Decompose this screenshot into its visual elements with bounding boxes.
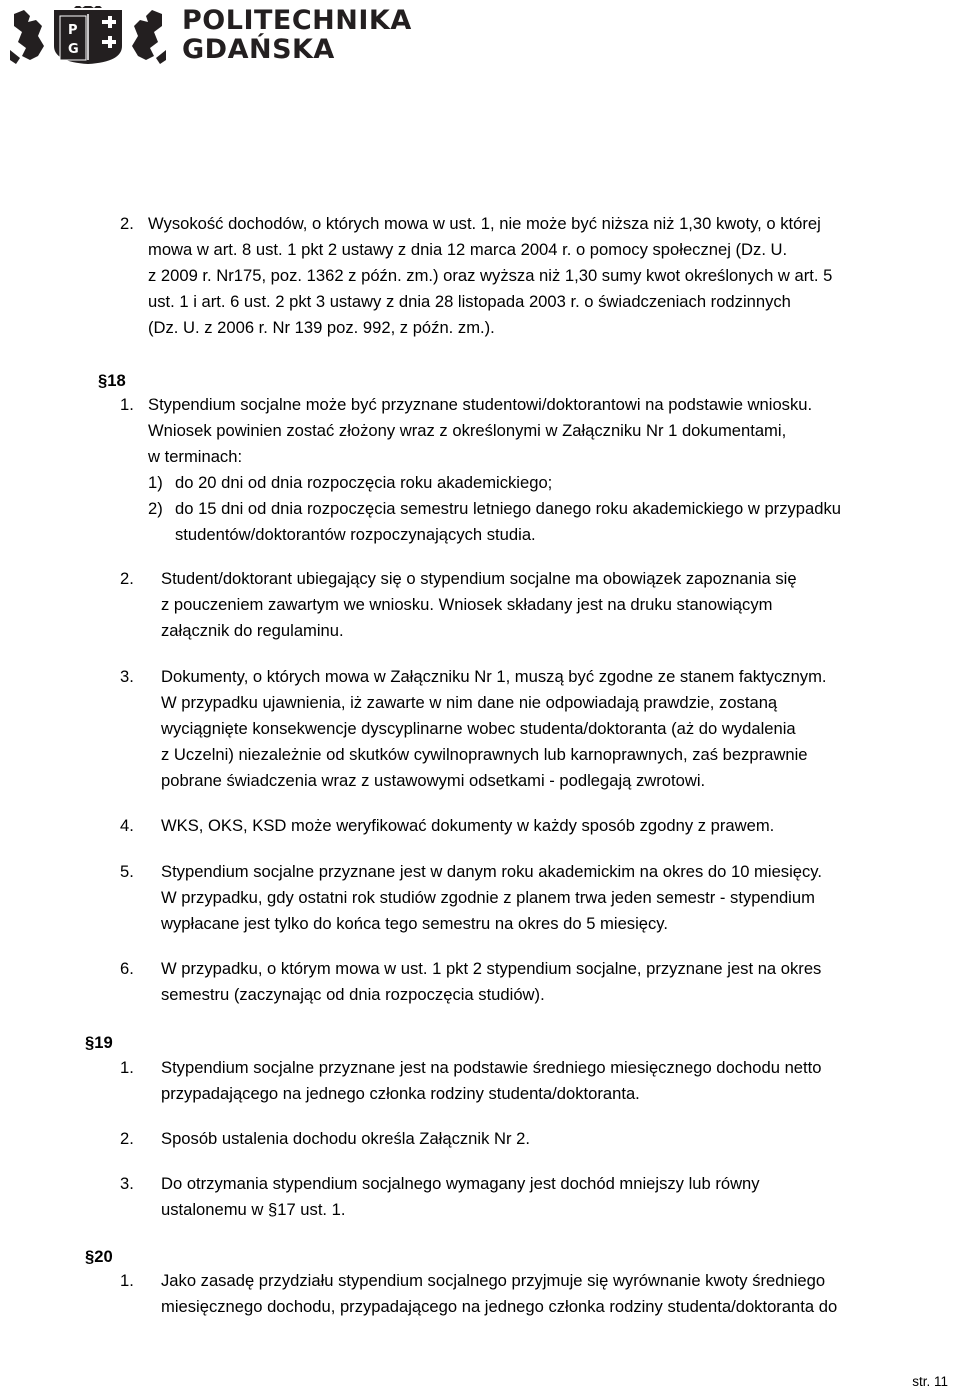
text-line: Wysokość dochodów, o których mowa w ust. 1, nie może być niższa niż 1,30 kwoty, o której (148, 214, 821, 233)
crest-letter-p: P (68, 23, 78, 38)
sub-item-2: 2) do 15 dni od dnia rozpoczęcia semestru letniego danego roku akademickiego w przypadku (148, 499, 842, 518)
item-number: 1. (120, 1271, 134, 1290)
text-line: miesięcznego dochodu, przypadającego na jednego członka rodziny studenta/doktoranta do (161, 1297, 838, 1316)
text-line: semestru (zaczynając od dnia rozpoczęcia studiów). (161, 985, 545, 1004)
text-line: Stypendium socjalne może być przyznane studentowi/doktorantowi na podstawie wniosku. (148, 395, 813, 414)
crest-icon (8, 6, 168, 66)
text-line: ustalonemu w §17 ust. 1. (161, 1200, 346, 1219)
text-line: mowa w art. 8 ust. 1 pkt 2 ustawy z dnia 12 marca 2004 r. o pomocy społecznej (Dz. U. (148, 240, 788, 259)
text-line: W przypadku, o którym mowa w ust. 1 pkt 2 stypendium socjalne, przyznane jest na okres (161, 959, 822, 978)
item-number: 4. (120, 816, 134, 835)
brand-line-2: GDAŃSKA (182, 34, 335, 65)
brand-line-1: POLITECHNIKA (182, 5, 412, 36)
item-number: 3. (120, 667, 134, 686)
text-line: załącznik do regulaminu. (161, 621, 344, 640)
text-line: W przypadku, gdy ostatni rok studiów zgodnie z planem trwa jeden semestr - stypendium (161, 888, 815, 907)
text-line: ust. 1 i art. 6 ust. 2 pkt 3 ustawy z dnia 28 listopada 2003 r. o świadczeniach rodzinnych (148, 292, 791, 311)
item-number: 6. (120, 959, 134, 978)
text-line: przypadającego na jednego członka rodziny studenta/doktoranta. (161, 1084, 640, 1103)
section-20-heading: §20 (85, 1247, 113, 1266)
item-number: 2. (120, 214, 134, 233)
item-number: 1. (120, 395, 134, 414)
text-line: wyciągnięte konsekwencje dyscyplinarne wobec studenta/doktoranta (aż do wydalenia (161, 719, 796, 738)
text-line: Sposób ustalenia dochodu określa Załącznik Nr 2. (161, 1129, 530, 1148)
text-line: Dokumenty, o których mowa w Załączniku Nr 1, muszą być zgodne ze stanem faktycznym. (161, 667, 827, 686)
text-line: z Uczelni) niezależnie od skutków cywilnoprawnych lub karnoprawnych, zaś bezprawnie (161, 745, 808, 764)
text-line: z pouczeniem zawartym we wniosku. Wniosek składany jest na druku stanowiącym (161, 595, 773, 614)
text-line: Do otrzymania stypendium socjalnego wymagany jest dochód mniejszy lub równy (161, 1174, 760, 1193)
text-line: w terminach: (148, 447, 243, 466)
section-19-heading: §19 (85, 1033, 113, 1052)
brand-name (182, 7, 412, 65)
section-18-heading: §18 (98, 371, 126, 390)
text-line: Jako zasadę przydziału stypendium socjalnego przyjmuje się wyrównanie kwoty średniego (161, 1271, 826, 1290)
text-line: WKS, OKS, KSD może weryfikować dokumenty w każdy sposób zgodny z prawem. (161, 816, 775, 835)
text-line: pobrane świadczenia wraz z ustawowymi odsetkami - podlegają zwrotowi. (161, 771, 706, 790)
text-line: Stypendium socjalne przyznane jest w danym roku akademickim na okres do 10 miesięcy. (161, 862, 822, 881)
item-number: 2. (120, 1129, 134, 1148)
text-line: Student/doktorant ubiegający się o stypendium socjalne ma obowiązek zapoznania się (161, 569, 797, 588)
item-number: 5. (120, 862, 134, 881)
text-line: studentów/doktorantów rozpoczynających studia. (175, 525, 536, 544)
university-logo (8, 6, 412, 66)
text-line: (Dz. U. z 2006 r. Nr 139 poz. 992, z późn. zm.). (148, 318, 495, 337)
text-line: Wniosek powinien zostać złożony wraz z określonymi w Załączniku Nr 1 dokumentami, (148, 421, 787, 440)
item-number: 1. (120, 1058, 134, 1077)
crest-letter-g: G (68, 42, 79, 57)
page-number: str. 11 (912, 1374, 948, 1389)
text-line: W przypadku ujawnienia, iż zawarte w nim dane nie odpowiadają prawdzie, zostaną (161, 693, 778, 712)
item-number: 2. (120, 569, 134, 588)
sub-item-1: 1) do 20 dni od dnia rozpoczęcia roku akademickiego; (148, 473, 553, 492)
text-line: Stypendium socjalne przyznane jest na podstawie średniego miesięcznego dochodu netto (161, 1058, 822, 1077)
text-line: wypłacane jest tylko do końca tego semestru na okres do 5 miesięcy. (161, 914, 668, 933)
item-number: 3. (120, 1174, 134, 1193)
text-line: z 2009 r. Nr175, poz. 1362 z późn. zm.) oraz wyższa niż 1,30 sumy kwot określonych w art. 5 (148, 266, 833, 285)
